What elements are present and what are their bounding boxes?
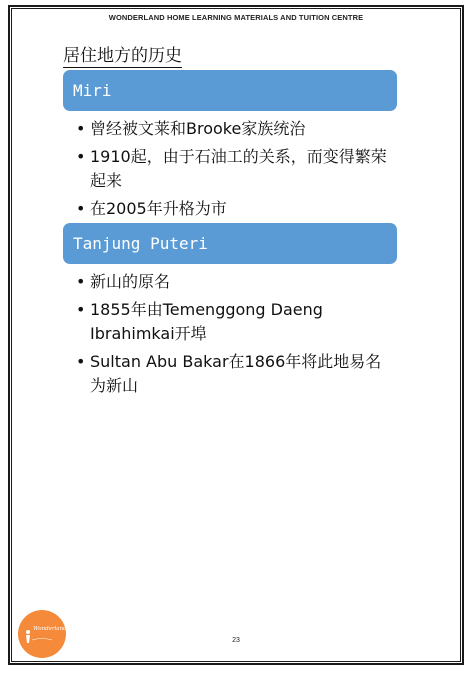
bullet-icon: • (76, 352, 86, 371)
list-item (76, 350, 395, 398)
page-title: 居住地方的历史 (63, 46, 182, 66)
bullet-list-miri (76, 117, 395, 225)
list-item (76, 298, 395, 346)
bullet-text: 新山的原名 (90, 272, 171, 291)
bullet-icon: • (76, 147, 86, 166)
logo-figure-icon (18, 610, 66, 658)
logo-text: Wonderland (33, 626, 67, 632)
section-heading-tanjung-puteri: Tanjung Puteri (63, 223, 397, 264)
bullet-text: 曾经被文莱和Brooke家族统治 (90, 119, 306, 138)
list-item (76, 197, 395, 221)
list-item (76, 117, 395, 141)
bullet-text: Sultan Abu Bakar在1866年将此地易名为新山 (90, 352, 382, 395)
section-heading-miri: Miri (63, 70, 397, 111)
bullet-icon: • (76, 272, 86, 291)
bullet-icon: • (76, 119, 86, 138)
bullet-icon: • (76, 300, 86, 319)
list-item (76, 270, 395, 294)
list-item (76, 145, 395, 193)
bullet-list-tanjung-puteri (76, 270, 395, 402)
bullet-icon: • (76, 199, 86, 218)
bullet-text: 1855年由Temenggong Daeng Ibrahimkai开埠 (90, 300, 323, 343)
page-header: WONDERLAND HOME LEARNING MATERIALS AND TUITION CENTRE (108, 13, 364, 22)
bullet-text: 1910起，由于石油工的关系，而变得繁荣起来 (90, 147, 387, 190)
bullet-text: 在2005年升格为市 (90, 199, 227, 218)
wonderland-logo (18, 610, 66, 658)
page-number: 23 (232, 637, 240, 644)
